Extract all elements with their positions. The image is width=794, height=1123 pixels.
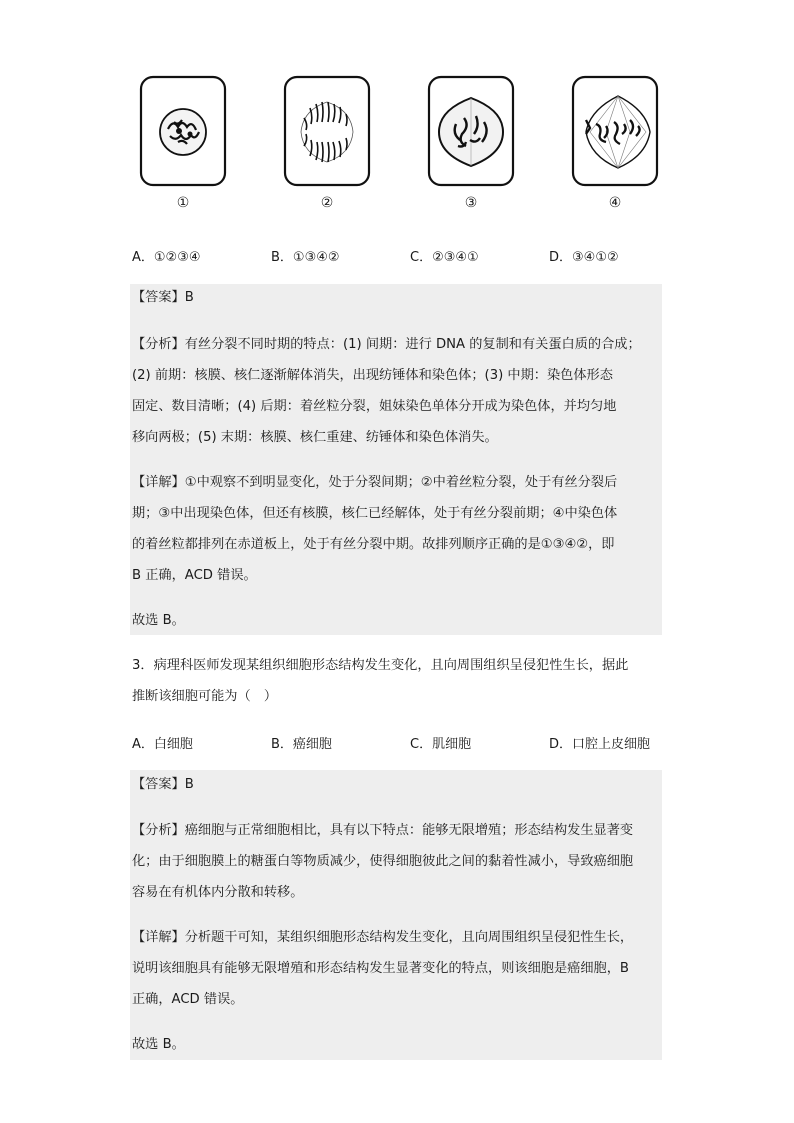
q2-conclusion: 故选 B。 <box>132 613 185 628</box>
anaphase-cell-image <box>282 74 372 189</box>
q3-analysis-line: 化；由于细胞膜上的糖蛋白等物质减少，使得细胞彼此之间的黏着性减小，导致癌细胞 <box>132 854 634 869</box>
q2-analysis-line: 移向两极；(5) 末期：核膜、核仁重建、纺锤体和染色体消失。 <box>132 430 498 445</box>
q2-detail-line: 的着丝粒都排列在赤道板上，处于有丝分裂中期。故排列顺序正确的是①③④②，即 <box>132 537 615 552</box>
q2-detail-line: 【详解】①中观察不到明显变化，处于分裂间期；②中着丝粒分裂，处于有丝分裂后 <box>132 475 618 490</box>
q3-conclusion: 故选 B。 <box>132 1037 185 1052</box>
q2-options <box>132 246 672 268</box>
option-a: A．白细胞 <box>132 737 193 752</box>
figure-label: ③ <box>464 195 478 211</box>
q2-analysis-line: 固定、数目清晰；(4) 后期：着丝粒分裂，姐妹染色单体分开成为染色体，并均匀地 <box>132 399 617 414</box>
figure-1 <box>138 74 228 211</box>
interphase-cell-image <box>138 74 228 189</box>
q2-analysis-line: 【分析】有丝分裂不同时期的特点：(1) 间期：进行 DNA 的复制和有关蛋白质的合成； <box>132 337 641 352</box>
q3-detail-line: 【详解】分析题干可知，某组织细胞形态结构发生变化，且向周围组织呈侵犯性生长， <box>132 930 634 945</box>
q3-analysis-line: 容易在有机体内分散和转移。 <box>132 885 304 900</box>
q3-detail-line: 说明该细胞具有能够无限增殖和形态结构发生显著变化的特点，则该细胞是癌细胞，B <box>132 961 629 976</box>
q2-answer: 【答案】B <box>132 290 194 305</box>
option-c: C．②③④① <box>410 250 479 265</box>
q3-options <box>132 733 672 755</box>
q3-analysis-line: 【分析】癌细胞与正常细胞相比，具有以下特点：能够无限增殖；形态结构发生显著变 <box>132 823 634 838</box>
q3-stem-line: 推断该细胞可能为（ ） <box>132 689 278 704</box>
metaphase-cell-image <box>570 74 660 189</box>
q3-solution-block <box>130 770 662 1060</box>
option-b: B．①③④② <box>271 250 340 265</box>
figure-label: ② <box>320 195 334 211</box>
prophase-cell-image <box>426 74 516 189</box>
option-a: A．①②③④ <box>132 250 201 265</box>
q2-detail-line: B 正确，ACD 错误。 <box>132 568 257 583</box>
figure-label: ④ <box>608 195 622 211</box>
q2-detail-line: 期；③中出现染色体，但还有核膜，核仁已经解体，处于有丝分裂前期；④中染色体 <box>132 506 618 521</box>
figure-3 <box>426 74 516 211</box>
option-c: C．肌细胞 <box>410 737 472 752</box>
figure-2 <box>282 74 372 211</box>
q2-analysis-line: (2) 前期：核膜、核仁逐渐解体消失，出现纺锤体和染色体；(3) 中期：染色体形态 <box>132 368 613 383</box>
option-b: B．癌细胞 <box>271 737 332 752</box>
option-d: D．口腔上皮细胞 <box>549 737 651 752</box>
q3-stem-line: 3．病理科医师发现某组织细胞形态结构发生变化，且向周围组织呈侵犯性生长，据此 <box>132 658 629 673</box>
option-d: D．③④①② <box>549 250 619 265</box>
figure-label: ① <box>176 195 190 211</box>
q3-detail-line: 正确，ACD 错误。 <box>132 992 244 1007</box>
q3-answer: 【答案】B <box>132 777 194 792</box>
figure-4 <box>570 74 660 211</box>
cell-division-figures <box>130 74 670 224</box>
